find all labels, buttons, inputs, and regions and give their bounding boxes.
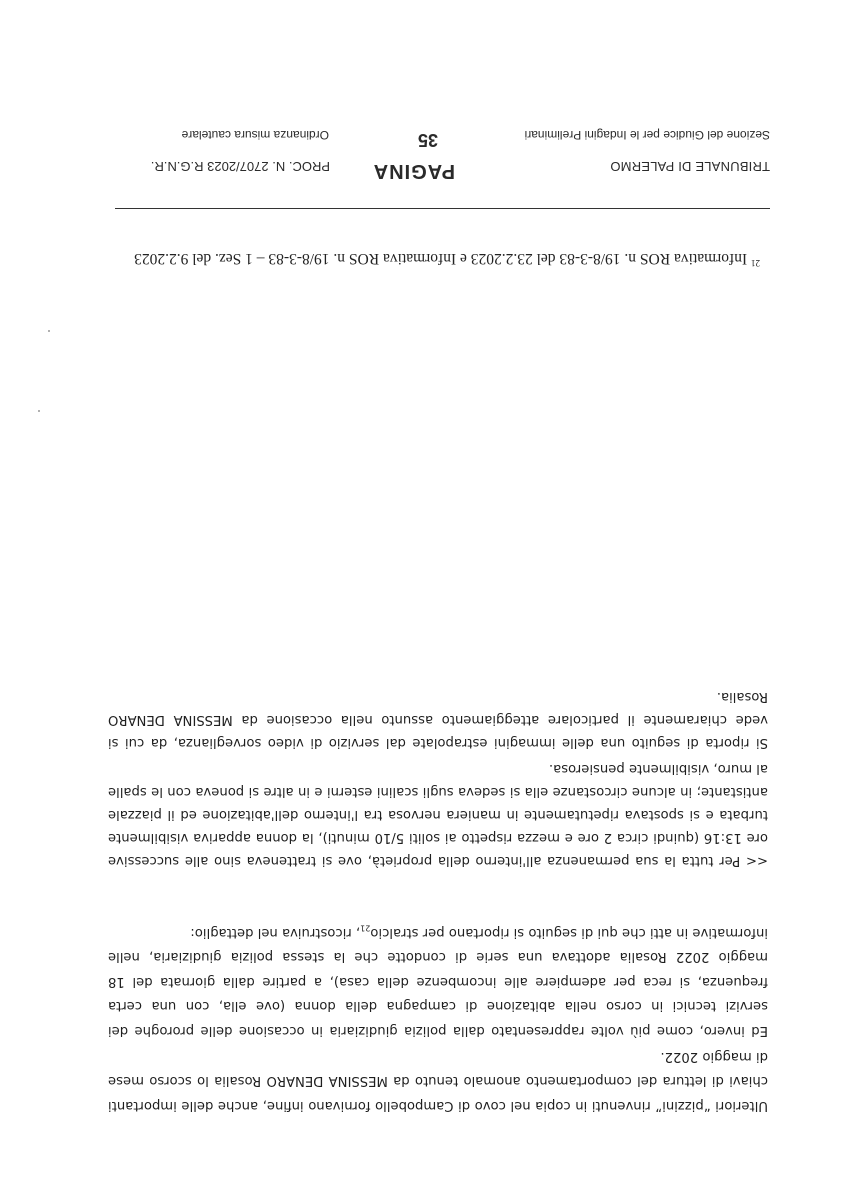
header-divider <box>115 208 770 209</box>
footnote <box>110 249 760 272</box>
footnote-text: Informativa ROS n. 19/8-3-83 del 23.2.2023 e Informativa ROS n. 19/8-3-83 – 1 Sez. del 9.2.2023 <box>134 250 751 267</box>
court-section: Sezione del Giudice per le Indagini Preliminari <box>524 128 770 142</box>
court-name: TRIBUNALE DI PALERMO <box>610 159 770 174</box>
footnote-ref: 21 <box>360 923 371 933</box>
paragraph-invero-end: , ricostruiva nel dettaglio: <box>190 925 361 940</box>
paragraph-pizzini: Ulteriori “pizzini” rinvenuti in copia nel covo di Campobello fornivano infine, anche delle importanti chiavi di lettura del comportamento anomalo tenuto da MESSINA DENARO Rosalia lo scorso mese di maggio 2022. <box>108 1049 768 1113</box>
page-number: 35 <box>417 130 438 150</box>
paragraph-invero-text: Ed invero, come più volte rappresentato dalla polizia giudiziaria in occasione delle proroghe dei servizi tecnici in corso nella abitazione di campagna della donna (ove ella, con una certa frequenza, si reca per adempiere alle incombenze della casa), a partire dalla giornata del 18 maggio 2022 Rosalia adottava una serie di condotte che la stessa polizia giudiziaria, nelle informative in atti che qui di seguito si riportano per stralcio <box>108 925 768 1038</box>
proceeding-number: PROC. N. 2707/2023 R.G.N.R. <box>150 159 330 174</box>
paragraph-image-intro: Si riporta di seguito una delle immagini estrapolate dal servizio di video sorveglianza, da cui si vede chiaramente il particolare atteggiamento assunto nella occasione da MESSINA DENARO Rosalia. <box>108 689 768 750</box>
footnote-number: 21 <box>751 258 760 268</box>
scan-speck <box>38 410 40 412</box>
paragraph-quote: << Per tutta la sua permanenza all'interno della proprietà, ove si tratteneva sino alle successive ore 13:16 (quindi circa 2 ore e mezza rispetto ai soliti 5/10 minuti), la donna appariva visibilmente turbata e si spostava ripetutamente in maniera nervosa tra l'interno dell'abitazione ed il piazzale antistante; in alcune circostanze ella si sedeva sugli scalini esterni e in altre si poneva con le spalle al muro, visibilmente pensierosa. <box>108 761 768 868</box>
page-label: PAGINA <box>372 160 455 182</box>
scan-speck <box>48 330 50 332</box>
document-type: Ordinanza misura cautelare <box>181 128 329 142</box>
paragraph-invero <box>108 915 768 1042</box>
